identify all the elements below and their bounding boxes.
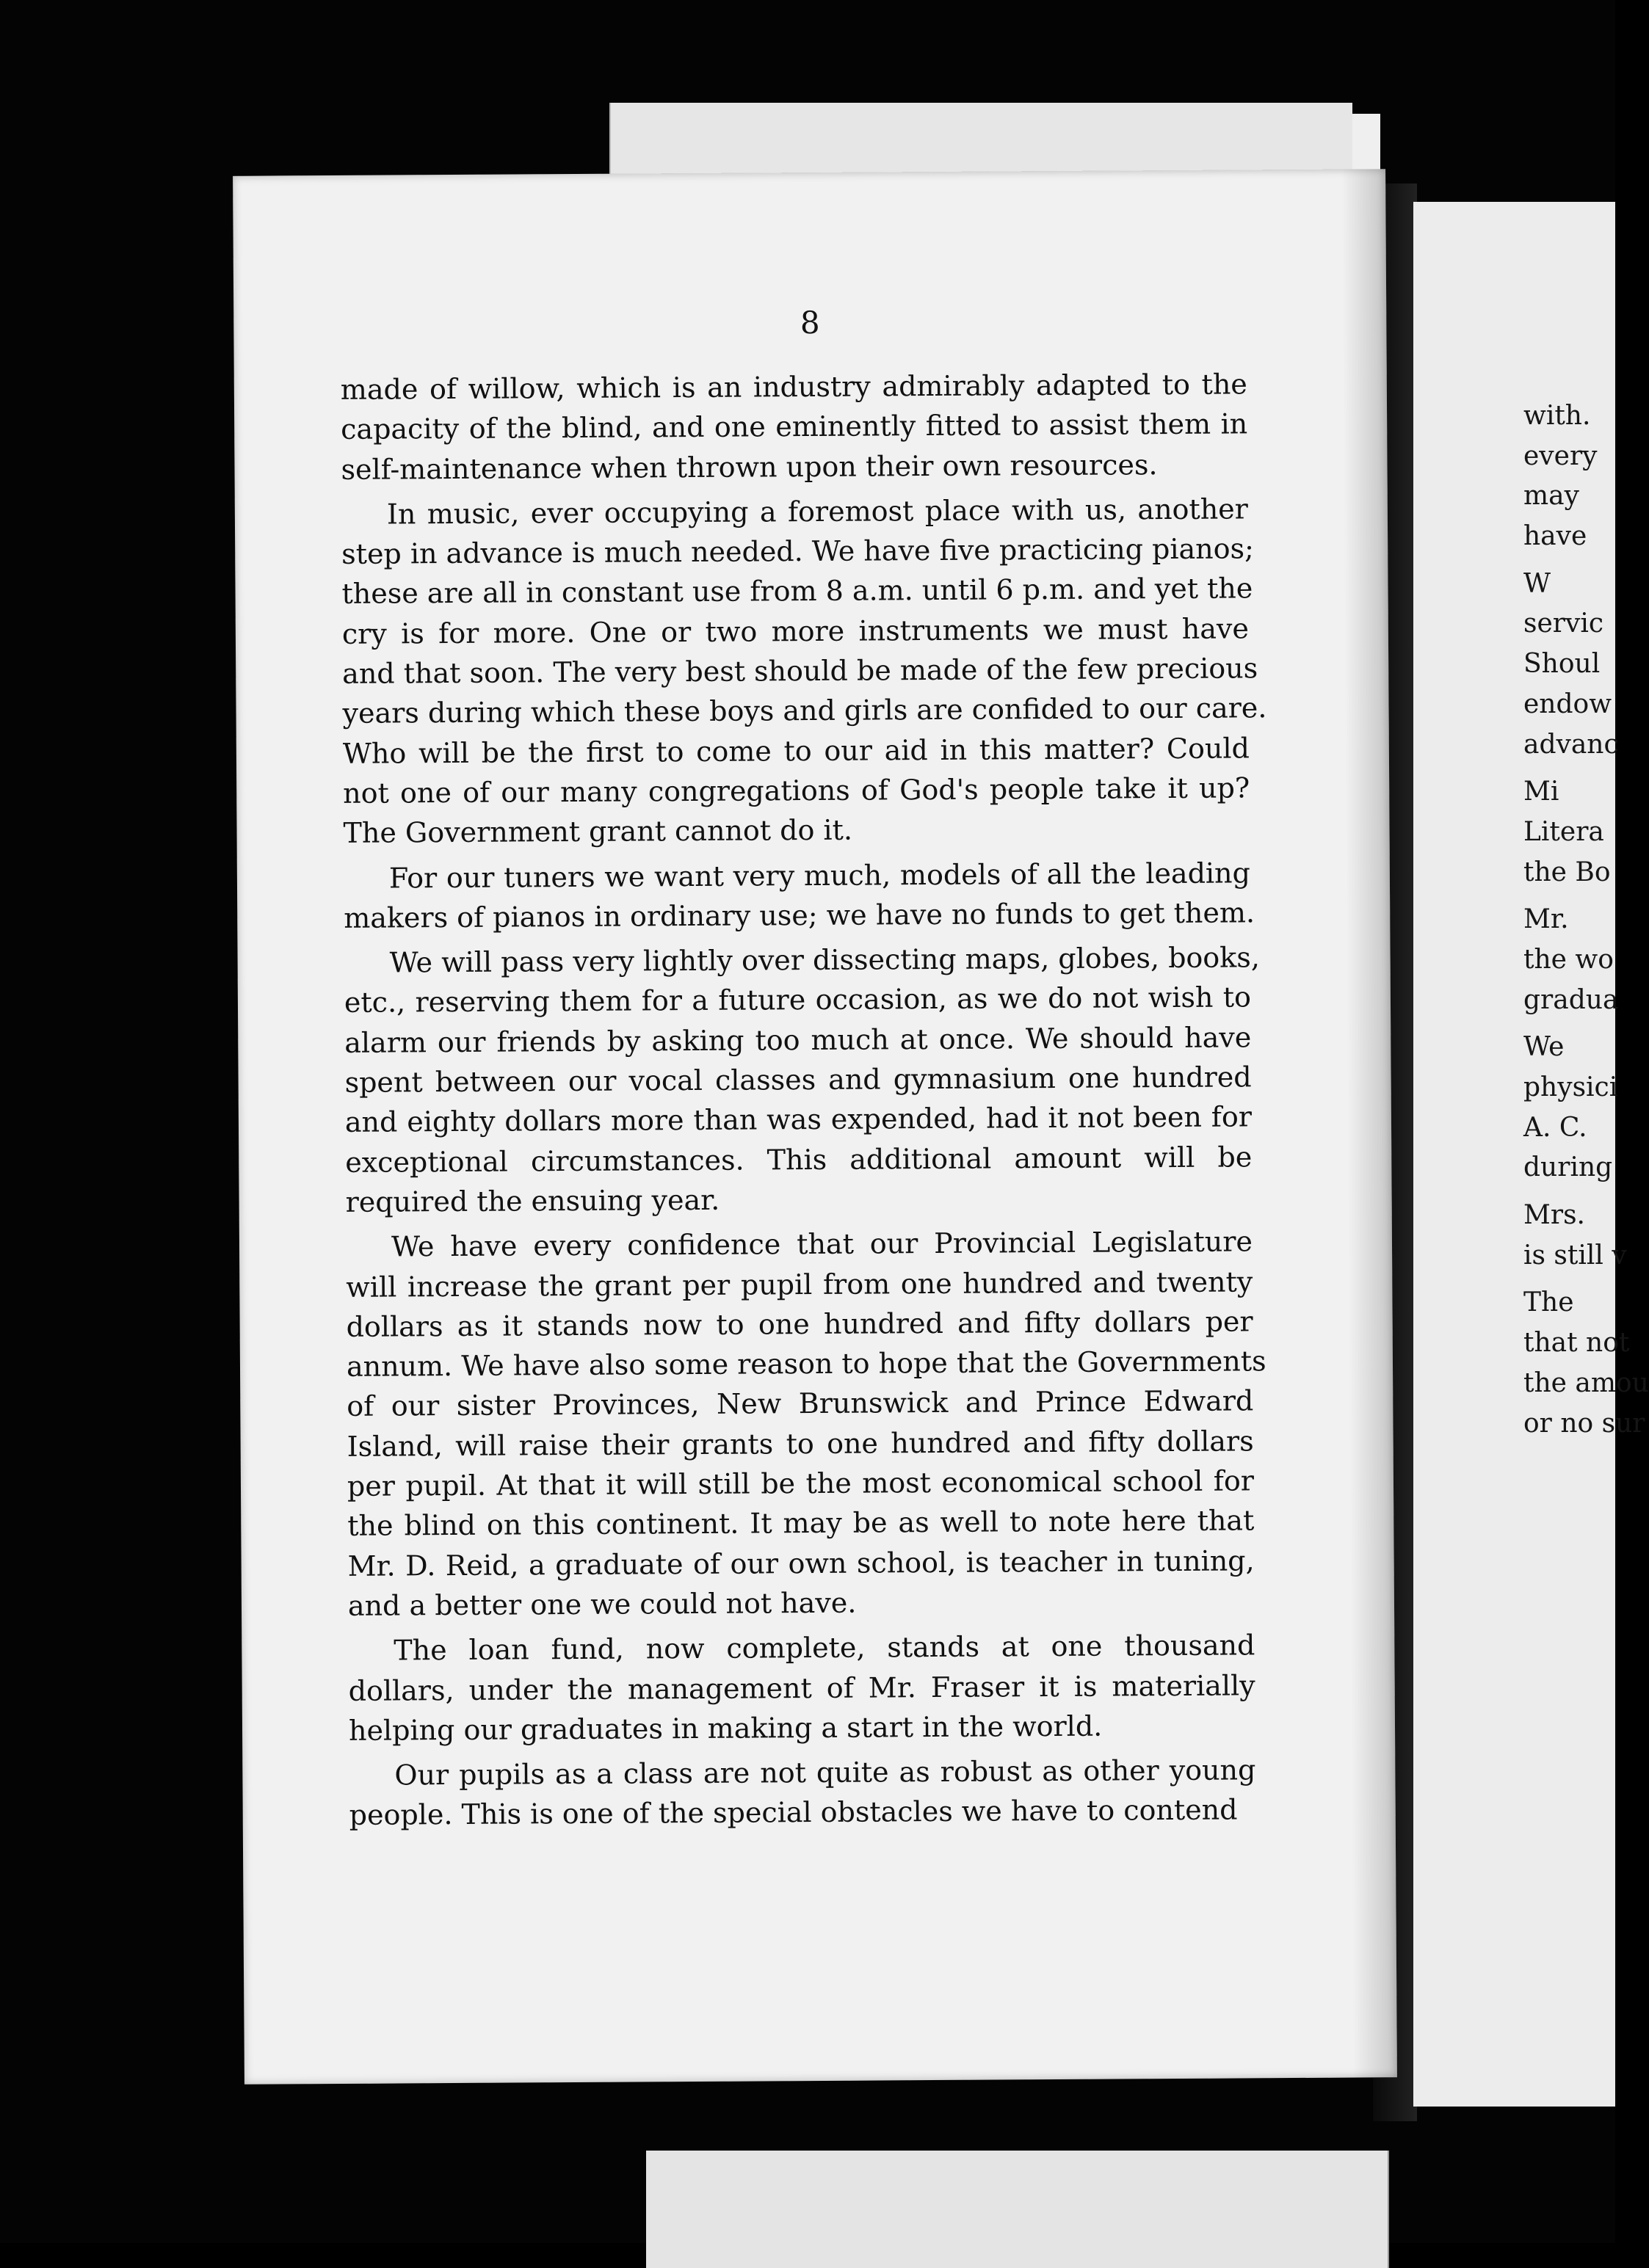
text-line: people. This is one of the special obstacles we have to contend — [349, 1793, 1238, 1832]
text-line: helping our graduates in making a start in the world. — [348, 1709, 1103, 1747]
text-line: alarm our friends by asking too much at once. We should have — [344, 1021, 1252, 1059]
text-line: exceptional circumstances. This additional amount will be — [345, 1141, 1253, 1179]
facing-line-fragment: Mi — [1523, 777, 1559, 807]
facing-page-text — [1523, 396, 1649, 1444]
page-body-text — [340, 364, 1267, 1840]
text-line: For our tuners we want very much, models of all the leading — [388, 856, 1251, 895]
facing-line-fragment: Shoul — [1523, 649, 1601, 680]
text-line: We will pass very lightly over dissecting maps, globes, books, — [389, 941, 1260, 979]
text-line: In music, ever occupying a foremost place with us, another — [386, 493, 1249, 531]
text-line: Mr. D. Reid, a graduate of our own school, is teacher in tuning, — [347, 1544, 1255, 1582]
facing-line-fragment: is still v — [1523, 1240, 1627, 1271]
facing-line-fragment: Mr. — [1523, 904, 1569, 935]
text-line: made of willow, which is an industry admirably adapted to the — [340, 368, 1247, 406]
paragraph — [344, 853, 1255, 938]
text-line: required the ensuing year. — [345, 1183, 720, 1218]
text-line: dollars, under the management of Mr. Fraser it is materially — [348, 1668, 1255, 1707]
facing-line-fragment: endow — [1523, 688, 1612, 719]
facing-line-fragment: We — [1523, 1032, 1565, 1063]
text-line: per pupil. At that it will still be the most economical school for — [347, 1464, 1255, 1502]
text-line: annum. We have also some reason to hope that the Governments — [346, 1345, 1266, 1384]
facing-line-fragment: The — [1523, 1287, 1574, 1318]
text-line: capacity of the blind, and one eminently fitted to assist them in — [341, 407, 1248, 446]
facing-line-fragment: Litera — [1523, 816, 1604, 847]
paper-slip-bottom — [646, 2151, 1389, 2268]
paragraph — [348, 1626, 1255, 1751]
paragraph — [344, 938, 1260, 1223]
text-line: self-maintenance when thrown upon their own resources. — [341, 448, 1158, 486]
paragraph — [346, 1222, 1266, 1627]
text-line: not one of our many congregations of God's people take it up? — [343, 771, 1250, 810]
facing-line-fragment: that not — [1523, 1328, 1630, 1359]
facing-line-fragment: advanc — [1523, 729, 1619, 760]
facing-line-fragment: during — [1523, 1152, 1613, 1183]
text-line: The Government grant cannot do it. — [343, 813, 853, 850]
document-page — [233, 169, 1397, 2085]
facing-line-fragment: the wo — [1523, 944, 1614, 975]
facing-line-fragment: Mrs. — [1523, 1200, 1585, 1231]
paragraph — [341, 364, 1248, 489]
facing-line-fragment: have — [1523, 521, 1587, 552]
text-line: We have every confidence that our Provincial Legislature — [391, 1225, 1253, 1263]
text-line: spent between our vocal classes and gymnasium one hundred — [344, 1061, 1252, 1099]
facing-line-fragment: the Bo — [1523, 857, 1611, 887]
text-line: and that soon. The very best should be made of the few precious — [342, 652, 1258, 690]
facing-line-fragment: or no sur — [1523, 1408, 1645, 1439]
text-line: years during which these boys and girls are confided to our care. — [342, 691, 1267, 730]
facing-line-fragment: W — [1523, 568, 1551, 599]
text-line: makers of pianos in ordinary use; we have no funds to get them. — [344, 896, 1255, 934]
facing-line-fragment: A. C. — [1523, 1112, 1587, 1143]
text-line: and a better one we could not have. — [347, 1586, 857, 1622]
facing-line-fragment: the amou — [1523, 1367, 1649, 1398]
text-line: Who will be the first to come to our aid in this matter? Could — [342, 732, 1250, 770]
text-line: step in advance is much needed. We have five practicing pianos; — [341, 532, 1254, 571]
page-number: 8 — [800, 304, 820, 341]
text-line: dollars as it stands now to one hundred and fifty dollars per — [346, 1305, 1253, 1343]
text-line: the blind on this continent. It may be as well to note here that — [347, 1504, 1255, 1543]
facing-line-fragment: physici — [1523, 1072, 1618, 1102]
text-line: and eighty dollars more than was expended, had it not been for — [344, 1100, 1253, 1139]
text-line: etc., reserving them for a future occasion, as we do not wish to — [344, 981, 1252, 1019]
text-line: Our pupils as a class are not quite as robust as other young — [394, 1753, 1256, 1792]
facing-line-fragment: gradua — [1523, 984, 1619, 1015]
facing-line-fragment: may — [1523, 481, 1579, 512]
text-line: of our sister Provinces, New Brunswick and Prince Edward — [347, 1384, 1254, 1423]
facing-line-fragment: with. — [1523, 401, 1591, 431]
paragraph — [341, 489, 1267, 853]
text-line: will increase the grant per pupil from one hundred and twenty — [346, 1265, 1253, 1304]
facing-line-fragment: every — [1523, 440, 1598, 471]
paragraph — [349, 1750, 1256, 1835]
text-line: Island, will raise their grants to one hundred and fifty dollars — [347, 1425, 1254, 1463]
text-line: cry is for more. One or two more instruments we must have — [341, 612, 1249, 650]
facing-line-fragment: servic — [1523, 608, 1604, 639]
text-line: these are all in constant use from 8 a.m. until 6 p.m. and yet the — [341, 572, 1253, 611]
text-line: The loan fund, now complete, stands at one thousand — [394, 1629, 1255, 1667]
